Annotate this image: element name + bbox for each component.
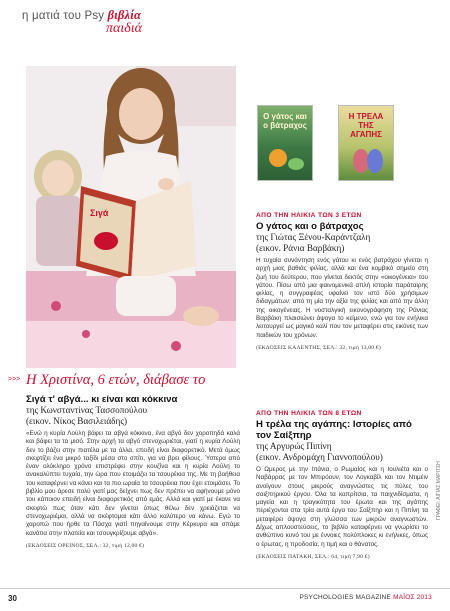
book-cover-gatos: [257, 105, 313, 181]
svg-text:Σιγά: Σιγά: [90, 208, 109, 218]
article-headline: Η Χριστίνα, 6 ετών, διάβασε το: [26, 372, 206, 388]
book-cover-trela: [338, 105, 394, 181]
cover-art: [339, 106, 394, 181]
magazine-title: PSYCHOLOGIES MAGAZINE: [299, 594, 392, 601]
article-body: Ο Ωμερος με την Ιπάνια, ο Ρωμαίος και η Ιουλιέτα και ο Ναβάρρας με τον Μπιρόουν, τον Λογκαβίλ και τον Ντιμέιν ανοίγουν στους μικρούς αναγνώστες τις πύλες του σαιξπηρικού έργου. Όλα τα καπρίτσια, τα παιχνιδίσματα, η μαγεία και η τραγικότητα του έρωτα και της αγάπης περιέχονται στα τρία αυτά έργα του Σαίξπηρ και η Πιπίνη τα μεταφέρει άψογα στη γλώσσα των μικρών αναγνωστών. Δίχως απλουστεύσεις, το βιβλίο καταφέρνει να γνωρίσει το ανθώπινο κυνό του με έννοιες πολύπλοκες κι ενήλικες, όπως ο έρωτας, η προδοσία, η τιμή και ο θάνατος.: [256, 466, 428, 548]
age-label: ΑΠΟ ΤΗΝ ΗΛΙΚΙΑ ΤΩΝ 8 ΕΤΩΝ: [256, 410, 362, 417]
cover-title: Ο γάτος και ο βάτραχος: [263, 112, 307, 130]
writer-credit: ΓΡΑΦΕΙ: ΑΙΓΙΑΣ ΜΑΡΙΤΣΗ: [436, 461, 442, 520]
age-label: ΑΠΟ ΤΗΝ ΗΛΙΚΙΑ ΤΩΝ 3 ΕΤΩΝ: [256, 212, 362, 219]
section-header: [22, 8, 222, 37]
section-bold: βιβλία: [107, 8, 142, 22]
cover-title: Η ΤΡΕΛΑ ΤΗΣ ΑΓΑΠΗΣ: [348, 112, 384, 139]
article-author: της Αργυρώς Πιπίνη: [256, 441, 332, 451]
article-author: της Κωνσταντίνας Τασσοπούλου: [26, 405, 148, 415]
page-number: 30: [8, 594, 17, 603]
headline-marker: >>>: [8, 376, 21, 383]
section-subtitle: παιδιά: [106, 21, 142, 36]
article-edition: (ΕΚΔΟΣΕΙΣ ΟΡΕΙΝΟΣ, ΣΕΛ.: 32, τιμή 12,00 €): [26, 542, 145, 549]
photo-illustration: [26, 66, 236, 368]
section-prefix: η ματιά του Psy: [22, 10, 105, 22]
article-gatos: [256, 212, 428, 351]
article-trela: [256, 410, 428, 560]
cover-art: [258, 106, 313, 181]
article-title: Η τρέλα της αγάπης: Ιστορίες από τον Σαίξπηρ: [256, 419, 412, 441]
issue-month: ΜΑΪΟΣ 2013: [393, 594, 432, 601]
article-author: της Γιώτας Ξένου-Καράντζαλη: [256, 232, 371, 242]
magazine-name: [299, 594, 432, 601]
article-body: «Ενώ η κυρία Λούλη βάφει τα αβγά κόκκινα, ένα αβγό δεν χοροπηδά καλά και βάφει τα τα μισό. Στην αρχή τα αβγό στενοχωριέται, γιατί η κυρία Λούλη δεν το βάζει στην πιατέλα με τα άλλα, επειδή είναι διαφορετικό. Μετά όμως σκεφτίζει ένα μικρό ταξίδι μέσα στο σπίτι, για να βρει φίλους. Ύστερα από έναν ολόκληρο χρόνο επιστρέφει στην κουζίνα και η κυρία Λούλη το ανακαλύπτει τυχαία, την ώρα που ετοιμάζει τα τσουρέκια της. Με τη βοήθεια του καταφέρνει να κάνει και τα πιο ωραία τα τσουρέκια που έχει ετοιμάσει. Το βιβλίο μου άρεσε πολύ γιατί μας δείχνει πως δεν πρέπει να αφήνουμε μόνο του κάποιον επειδή είναι διαφορετικός από εμάς. Αλλά και γιατί με έκανε να σκεφτώ πως όταν κάτι δεν γίνεται όπως θέλω δεν χρειάζεται να στενοχωριέμαι, αλλά να σκέφτομαι κάτι άλλο καλύτερο να κάνω. Εγώ το χαροπώ που ήρθε τα Πάσχα γιατί πηγαίνουμε στην Κέρκυρα και σπάμε κανάτια στην πλατεία και τσουγκρίζουμε αβγά».: [26, 430, 240, 537]
article-siga: [26, 372, 240, 549]
article-title: Σιγά τ' αβγά... κι είναι και κόκκινα: [26, 394, 178, 405]
article-illustrator: (εικον. Ανδρομάχη Γιαννοπούλου): [256, 451, 383, 462]
article-illustrator: (εικον. Ράνια Βαρβάκη): [256, 242, 345, 253]
article-illustrator: (εικον. Νίκος Βασιλειάδης): [26, 415, 128, 426]
article-body: Η τυχαία συνάντηση ενός γάτου κι ενός βατράχου γίνεται η αρχή μιας βαθιάς φιλίας, αλλά και ένα κομβικό σημείο στη ζωή του δεύτερου, που γίνεται δεκτός στην «οικογένεια» του γάτου. Πίσω από μια φαινομενικά απλή ιστορία παράταιρης φιλίας, η συγγραφέας υφαίνει τον ιστό δύο χρήσιμων διδαγμάτων: από τη μία την αξία της φιλίας και από την άλλη της οικογένειας. Η νοσταλγική εικονογράφηση της Ράνιας Βαρβάκη πλαισιώνει άψογα το κείμενο, ενώ για τον ενήλικα λειτουργεί ως μαγικό καλί που τον μεταφέρει στις εικόνες των παιδικών του χρόνων.: [256, 257, 428, 339]
article-edition: (ΕΚΔΟΣΕΙΣ ΚΑΛΕΝΤΗΣ, ΣΕΛ.: 32, τιμή 13,00 €): [256, 344, 381, 351]
child-reading-photo: [26, 66, 236, 368]
article-edition: (ΕΚΔΟΣΕΙΣ ΠΑΤΑΚΗ, ΣΕΛ.: 64, τιμή 7,90 €): [256, 553, 370, 560]
page-footer: [0, 588, 450, 608]
article-title: Ο γάτος και ο βάτραχος: [256, 221, 364, 232]
